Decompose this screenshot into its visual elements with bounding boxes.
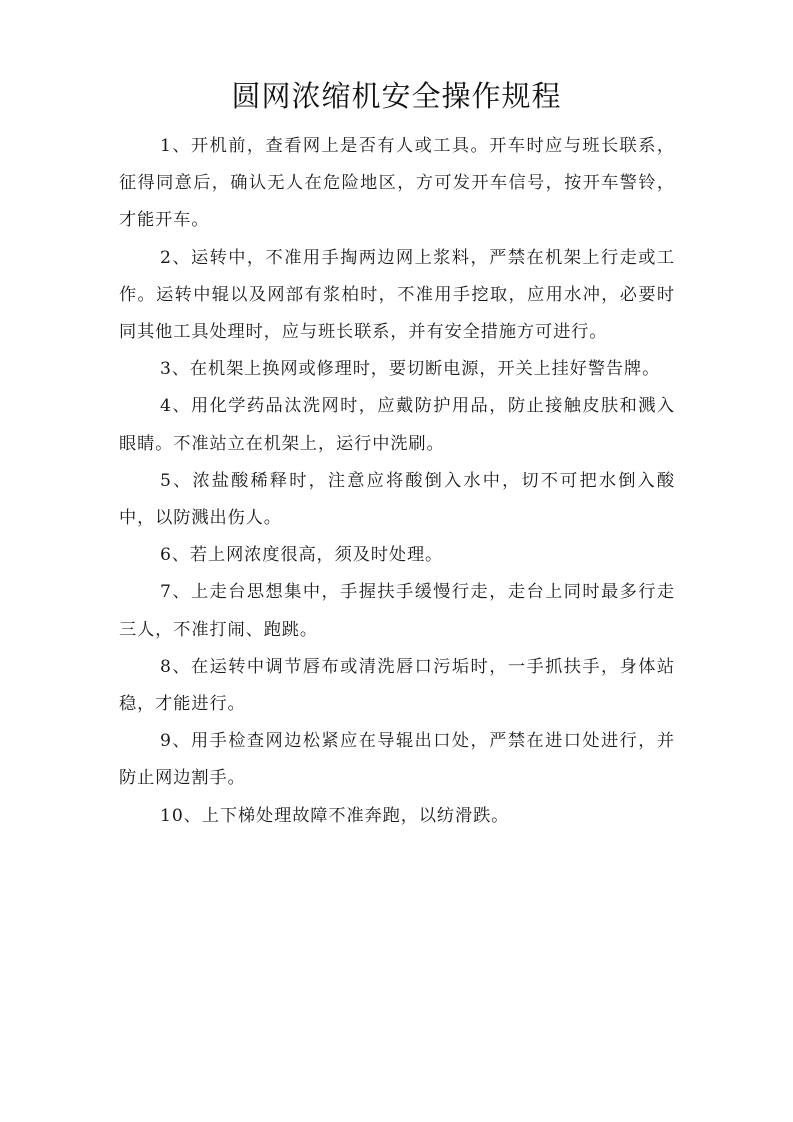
rule-paragraph-7: 7、上走台思想集中，手握扶手缓慢行走，走台上同时最多行走三人，不准打闹、跑跳。 — [119, 582, 675, 640]
document-body — [119, 128, 675, 835]
rule-paragraph-8: 8、在运转中调节唇布或清洗唇口污垢时，一手抓扶手，身体站稳，才能进行。 — [119, 656, 675, 715]
rule-paragraph-9: 9、用手检查网边松紧应在导辊出口处，严禁在进口处进行，并防止网边割手。 — [119, 731, 675, 789]
rule-paragraph-2: 2、运转中，不准用手掏两边网上浆料，严禁在机架上行走或工作。运转中辊以及网部有浆柏时，不准用手挖取，应用水冲，必要时同其他工具处理时，应与班长联系，并有安全措施方可进行。 — [119, 247, 675, 343]
rule-paragraph-10: 10、上下梯处理故障不准奔跑，以纺滑跌。 — [160, 805, 510, 826]
rule-paragraph-4: 4、用化学药品汰洗网时，应戴防护用品，防止接触皮肤和溅入眼睛。不准站立在机架上，运行中洗刷。 — [119, 396, 675, 454]
rule-paragraph-6: 6、若上网浓度很高，须及时处理。 — [160, 545, 444, 566]
rule-paragraph-3: 3、在机架上换网或修理时，要切断电源，开关上挂好警告牌。 — [160, 359, 661, 380]
document-title: 圆网浓缩机安全操作规程 — [231, 79, 562, 113]
rule-paragraph-5: 5、浓盐酸稀释时，注意应将酸倒入水中，切不可把水倒入酸中，以防溅出伤人。 — [119, 470, 675, 529]
rule-paragraph-1: 1、开机前，查看网上是否有人或工具。开车时应与班长联系，征得同意后，确认无人在危险地区，方可发开车信号，按开车警铃，才能开车。 — [119, 136, 675, 231]
